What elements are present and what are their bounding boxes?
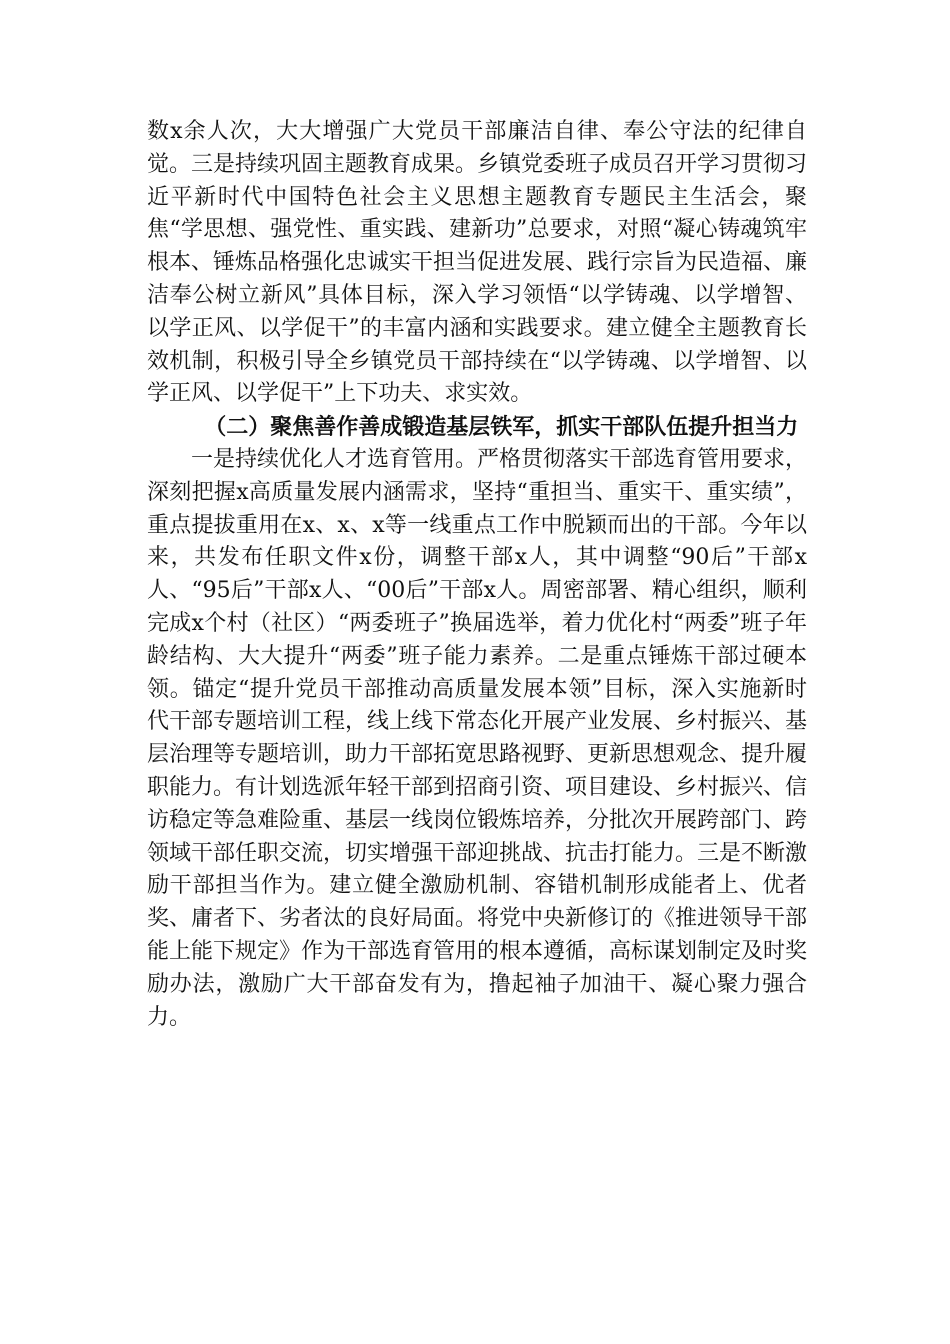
- paragraph-body: 一是持续优化人才选育管用。严格贯彻落实干部选育管用要求，深刻把握x高质量发展内涵需求，坚持“重担当、重实干、重实绩”，重点提拔重用在x、x、x等一线重点工作中脱颖而出的干部。今年以来，共发布任职文件x份，调整干部x人，其中调整“90后”干部x人、“95后”干部x人、“00后”干部x人。周密部署、精心组织，顺利完成x个村（社区）“两委班子”换届选举，着力优化村“两委”班子年龄结构、大大提升“两委”班子能力素养。二是重点锤炼干部过硬本领。锚定“提升党员干部推动高质量发展本领”目标，深入实施新时代干部专题培训工程，线上线下常态化开展产业发展、乡村振兴、基层治理等专题培训，助力干部拓宽思路视野、更新思想观念、提升履职能力。有计划选派年轻干部到招商引资、项目建设、乡村振兴、信访稳定等急难险重、基层一线岗位锻炼培养，分批次开展跨部门、跨领域干部任职交流，切实增强干部迎挑战、抗击打能力。三是不断激励干部担当作为。建立健全激励机制、容错机制形成能者上、优者奖、庸者下、劣者汰的良好局面。将党中央新修订的《推进领导干部能上能下规定》作为干部选育管用的根本遵循，高标谋划制定及时奖励办法，激励广大干部奋发有为，撸起袖子加油干、凝心聚力强合力。: [147, 446, 808, 1030]
- document-body: [147, 116, 807, 1034]
- section-heading: （二）聚焦善作善成锻造基层铁军，抓实干部队伍提升担当力: [204, 414, 799, 441]
- paragraph-continuation: 数x余人次，大大增强广大党员干部廉洁自律、奉公守法的纪律自觉。三是持续巩固主题教育成果。乡镇党委班子成员召开学习贯彻习近平新时代中国特色社会主义思想主题教育专题民主生活会，聚焦“学思想、强党性、重实践、建新功”总要求，对照“凝心铸魂筑牢根本、锤炼品格强化忠诚实干担当促进发展、践行宗旨为民造福、廉洁奉公树立新风”具体目标，深入学习领悟“以学铸魂、以学增智、以学正风、以学促干”的丰富内涵和实践要求。建立健全主题教育长效机制，积极引导全乡镇党员干部持续在“以学铸魂、以学增智、以学正风、以学促干”上下功夫、求实效。: [147, 119, 808, 407]
